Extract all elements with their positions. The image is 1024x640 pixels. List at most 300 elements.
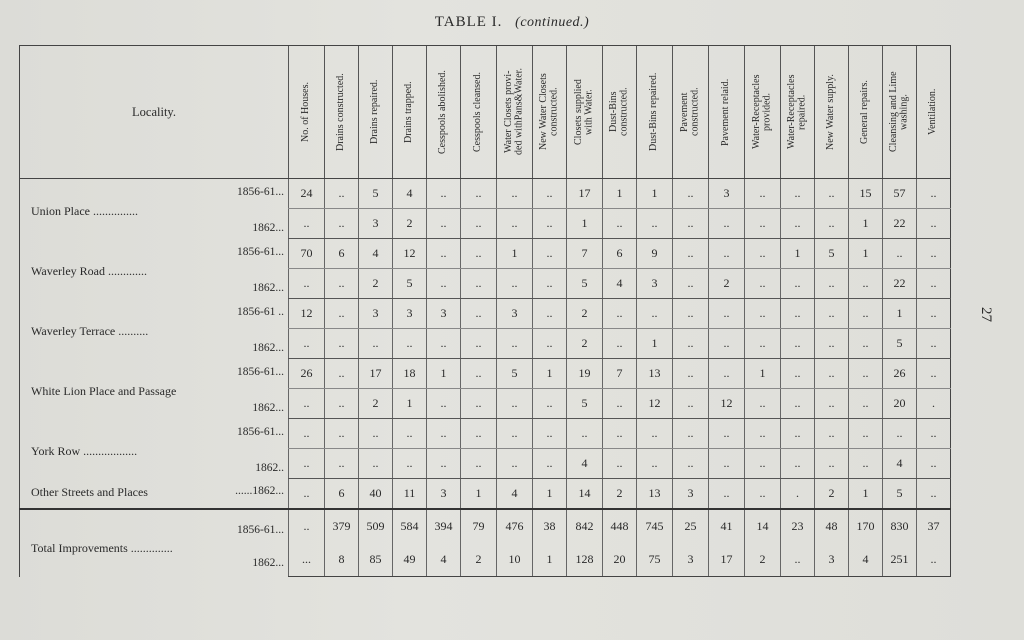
table-cell: .. [781,209,815,239]
table-cell: 2 [359,389,393,419]
table-cell: .. [325,329,359,359]
table-cell: 25 [673,509,709,543]
year-label: 1856-61 .. [237,305,284,318]
table-cell: .. [461,389,497,419]
table-cell: .. [533,299,567,329]
table-cell: .. [461,209,497,239]
table-cell: .. [325,419,359,449]
table-cell: .. [673,449,709,479]
table-cell: 20 [883,389,917,419]
table-cell: .. [603,389,637,419]
locality-cell [20,479,289,510]
column-header-label: Water Closets provi- ded withPans&Water. [503,68,525,156]
table-cell: 1 [393,389,427,419]
locality-name: Union Place ............... [31,204,138,218]
table-cell: .. [393,329,427,359]
column-header [883,46,917,179]
table-cell: 4 [849,543,883,577]
table-cell: .. [849,329,883,359]
table-cell: . [781,479,815,510]
column-header [325,46,359,179]
column-header [781,46,815,179]
table-cell: .. [781,419,815,449]
table-cell: 3 [815,543,849,577]
table-cell: .. [461,179,497,209]
header-row [20,46,951,179]
column-header [637,46,673,179]
table-cell: .. [673,359,709,389]
column-header-label: Cesspools cleansed. [472,72,484,152]
table-cell: 48 [815,509,849,543]
table-cell: .. [673,209,709,239]
table-cell: .. [533,209,567,239]
table-cell: 830 [883,509,917,543]
table-cell: 7 [603,359,637,389]
table-cell: 79 [461,509,497,543]
year-label: 1856-61... [237,245,284,258]
table-cell: 3 [393,299,427,329]
table-cell: 1 [883,299,917,329]
table-cell: 2 [709,269,745,299]
table-cell: .. [461,299,497,329]
column-header [427,46,461,179]
table-cell: .. [603,329,637,359]
table-cell: 13 [637,479,673,510]
table-row [20,479,951,510]
table-cell: 5 [567,269,603,299]
table-cell: .. [603,449,637,479]
column-header-label: Drains repaired. [369,79,381,145]
table-cell: .. [289,329,325,359]
table-cell: .. [781,329,815,359]
column-header-label: New Water Closets constructed. [538,73,560,151]
table-cell: 4 [603,269,637,299]
table-cell: .. [533,329,567,359]
table-cell: .. [883,239,917,269]
table-cell: .. [849,449,883,479]
column-header [393,46,427,179]
table-cell: .. [781,543,815,577]
year-label: 1862... [252,401,284,414]
table-cell: .. [709,329,745,359]
table-cell: .. [393,449,427,479]
locality-cell [20,419,289,479]
table-cell: .. [289,449,325,479]
table-cell: 4 [393,179,427,209]
table-cell: 1 [497,239,533,269]
table-cell: 3 [427,479,461,510]
table-cell: 57 [883,179,917,209]
table-cell: .. [673,239,709,269]
table-cell: 23 [781,509,815,543]
table-cell: 37 [917,509,951,543]
table-cell: .. [533,419,567,449]
table-cell: .. [815,359,849,389]
column-header [603,46,637,179]
locality-name: Total Improvements .............. [31,541,173,555]
page-number: 27 [978,307,994,322]
table-cell: 4 [359,239,393,269]
table-cell: 1 [603,179,637,209]
table-cell: .. [359,329,393,359]
table-cell: .. [917,359,951,389]
table-cell: .. [461,239,497,269]
table-cell: .. [603,299,637,329]
table-row [20,419,951,449]
table-cell: .. [781,299,815,329]
column-header-label: General repairs. [859,80,871,144]
table-cell: .. [393,419,427,449]
column-header-label: Drains constructed. [335,73,347,151]
table-cell: 1 [461,479,497,510]
table-cell: .. [745,449,781,479]
table-cell: 394 [427,509,461,543]
table-cell: .. [745,209,781,239]
table-cell: 3 [709,179,745,209]
table-cell: 2 [461,543,497,577]
table-cell: .. [709,449,745,479]
table-cell: .. [325,269,359,299]
table-cell: 85 [359,543,393,577]
title-text: TABLE I. [434,14,503,30]
table-cell: 5 [883,479,917,510]
table-cell: 22 [883,209,917,239]
table-cell: 745 [637,509,673,543]
table-cell: 3 [637,269,673,299]
table-row [20,299,951,329]
table-cell: .. [815,209,849,239]
table-cell: .. [461,329,497,359]
table-cell: 5 [497,359,533,389]
table-cell: .. [289,209,325,239]
table-cell: 75 [637,543,673,577]
table-cell: 6 [603,239,637,269]
table-cell: 5 [567,389,603,419]
year-label: ......1862... [235,484,284,497]
table-cell: 70 [289,239,325,269]
table-cell: .. [289,389,325,419]
column-header-label: Cleansing and Lime washing. [888,71,910,153]
table-cell: .. [603,419,637,449]
table-cell: 11 [393,479,427,510]
year-label: 1862... [252,221,284,234]
table-cell: .. [849,359,883,389]
table-cell: 24 [289,179,325,209]
table-cell: 5 [883,329,917,359]
column-header-label: Cesspools abolished. [437,70,449,154]
table-cell: .. [849,419,883,449]
table-cell: 12 [393,239,427,269]
table-cell: 40 [359,479,393,510]
locality-header: Locality. [20,46,289,179]
table-cell: .. [673,389,709,419]
table-cell: 1 [637,329,673,359]
table-cell: .. [637,419,673,449]
table-cell: 1 [849,239,883,269]
column-header [849,46,883,179]
table-cell: .. [917,269,951,299]
table-cell: 5 [815,239,849,269]
column-header [709,46,745,179]
locality-cell [20,359,289,419]
table-cell: 1 [427,359,461,389]
table-cell: .. [781,449,815,479]
locality-cell [20,509,289,577]
table-cell: 20 [603,543,637,577]
table-cell: .. [815,269,849,299]
table-cell: 3 [359,299,393,329]
table-row [20,239,951,269]
year-label: 1862... [252,281,284,294]
table-cell: .. [849,389,883,419]
table-cell: 3 [427,299,461,329]
table-cell: 251 [883,543,917,577]
column-header-label: New Water supply. [825,74,837,150]
table-cell: 842 [567,509,603,543]
table-row [20,179,951,209]
table-cell: .. [461,269,497,299]
table-cell: .. [709,359,745,389]
table-cell: .. [325,299,359,329]
table-cell: .. [709,299,745,329]
table-cell: 2 [815,479,849,510]
column-header-label: Water-Receptacles provided. [751,74,773,150]
table-cell: 448 [603,509,637,543]
table-cell: 17 [567,179,603,209]
table-cell: .. [427,209,461,239]
table-cell: 584 [393,509,427,543]
table-cell: 4 [497,479,533,510]
column-header [359,46,393,179]
table-cell: .. [427,419,461,449]
table-cell: .. [709,239,745,269]
table-cell: 14 [745,509,781,543]
table-cell: 2 [567,329,603,359]
table-cell: .. [673,329,709,359]
table-cell: .. [917,543,951,577]
table-cell: .. [289,269,325,299]
table-cell: .. [325,209,359,239]
column-header-label: Pavement constructed. [679,87,701,137]
table-cell: 19 [567,359,603,389]
column-header-label: Drains trapped. [403,81,415,143]
table-cell: .. [325,179,359,209]
table-cell: .. [461,449,497,479]
table-cell: 1 [533,543,567,577]
table-cell: 1 [781,239,815,269]
table-cell: .. [709,209,745,239]
table-cell: .. [533,239,567,269]
table-cell: .. [637,449,673,479]
table-cell: .. [745,269,781,299]
table-cell: .. [745,239,781,269]
table-cell: 8 [325,543,359,577]
table-cell: 3 [359,209,393,239]
table-cell: .. [781,359,815,389]
table-cell: .. [325,359,359,389]
table-cell: .. [815,299,849,329]
table-cell: .. [359,449,393,479]
table-cell: .. [497,419,533,449]
table-row [20,359,951,389]
table-cell: .. [673,269,709,299]
table-title [0,14,1024,31]
table-cell: .. [883,419,917,449]
table-cell: 5 [393,269,427,299]
table-cell: 476 [497,509,533,543]
table-cell: 10 [497,543,533,577]
table-cell: 1 [849,479,883,510]
table-cell: 49 [393,543,427,577]
column-header [917,46,951,179]
table-cell: .. [427,239,461,269]
table-cell: .. [289,419,325,449]
table-cell: .. [533,389,567,419]
table-cell: .. [461,359,497,389]
table-cell: 509 [359,509,393,543]
table-cell: 18 [393,359,427,389]
table-cell: 15 [849,179,883,209]
table-cell: .. [533,269,567,299]
column-header [567,46,603,179]
column-header [673,46,709,179]
table-cell: .. [427,179,461,209]
table-cell: .. [497,389,533,419]
table-cell: 26 [883,359,917,389]
table-cell: .. [709,479,745,510]
table-cell: .. [603,209,637,239]
improvements-table [19,45,951,577]
table-cell: .. [673,179,709,209]
column-header [461,46,497,179]
table-cell: 1 [533,359,567,389]
table-cell: .. [917,329,951,359]
table-cell: 2 [393,209,427,239]
table-cell: .. [497,449,533,479]
year-label: 1856-61... [237,186,284,198]
table-cell: 4 [427,543,461,577]
table-cell: 3 [673,543,709,577]
table-cell: .. [289,479,325,510]
locality-name: Waverley Road ............. [31,263,148,278]
column-header-label: Pavement relaid. [720,78,732,146]
column-header [533,46,567,179]
table-cell: .. [815,449,849,479]
table-cell: .. [917,419,951,449]
table-cell: 170 [849,509,883,543]
table-cell: .. [849,299,883,329]
table-cell: .. [815,179,849,209]
year-label: 1862.. [255,461,284,474]
table-cell: 9 [637,239,673,269]
table-cell: .. [673,299,709,329]
table-cell: .. [325,389,359,419]
table-cell: 17 [709,543,745,577]
column-header [815,46,849,179]
table-cell: 41 [709,509,745,543]
year-label: 1856-61... [237,365,284,378]
column-header-label: Water-Receptacles repaired. [786,74,808,150]
table-cell: 17 [359,359,393,389]
table-cell: .. [673,419,709,449]
table-cell: ... [289,543,325,577]
table-cell: .. [497,329,533,359]
locality-name: White Lion Place and Passage [31,383,177,398]
table-cell: .. [567,419,603,449]
year-label: 1856-61... [237,524,284,536]
table-cell: 5 [359,179,393,209]
year-label: 1862... [252,556,284,569]
table-cell: .. [709,419,745,449]
table-cell: .. [637,209,673,239]
table-cell: 12 [289,299,325,329]
table-cell: .. [917,239,951,269]
table-cell: 2 [603,479,637,510]
column-header [497,46,533,179]
table-cell: .. [781,269,815,299]
locality-cell [20,179,289,239]
table-cell: 2 [359,269,393,299]
table-cell: 12 [637,389,673,419]
table-cell: 3 [497,299,533,329]
year-label: 1856-61... [237,425,284,438]
table-cell: . [917,389,951,419]
table-cell: .. [497,209,533,239]
table-cell: 3 [673,479,709,510]
locality-cell [20,239,289,299]
table-cell: .. [461,419,497,449]
column-header [289,46,325,179]
table-body [20,179,951,577]
column-header-label: Dust-Bins repaired. [648,72,660,152]
table-cell: .. [745,299,781,329]
table-cell: 26 [289,359,325,389]
table-cell: 12 [709,389,745,419]
table-cell: .. [533,179,567,209]
table-cell: .. [497,179,533,209]
table-cell: .. [427,449,461,479]
table-cell: 1 [745,359,781,389]
table-cell: .. [497,269,533,299]
table-cell: .. [917,179,951,209]
column-header-label: Closets supplied with Water. [573,79,595,145]
table-cell: .. [289,509,325,543]
table-cell: 6 [325,479,359,510]
table-cell: .. [427,389,461,419]
table-cell: 6 [325,239,359,269]
table-cell: .. [917,209,951,239]
table-cell: .. [359,419,393,449]
title-continued: (continued.) [515,15,590,30]
table-cell: .. [917,479,951,510]
table-cell: 7 [567,239,603,269]
table-cell: .. [781,179,815,209]
table-cell: .. [815,329,849,359]
table-cell: .. [427,269,461,299]
table-cell: .. [427,329,461,359]
table-cell: 1 [567,209,603,239]
year-label: 1862... [252,341,284,354]
table-cell: .. [917,449,951,479]
table-cell: 2 [567,299,603,329]
table-cell: .. [533,449,567,479]
column-header-label: No. of Houses. [300,82,312,142]
table-cell: 1 [533,479,567,510]
table-cell: .. [917,299,951,329]
locality-name: Waverley Terrace .......... [31,323,149,338]
total-row [20,509,951,543]
table-cell: .. [745,479,781,510]
